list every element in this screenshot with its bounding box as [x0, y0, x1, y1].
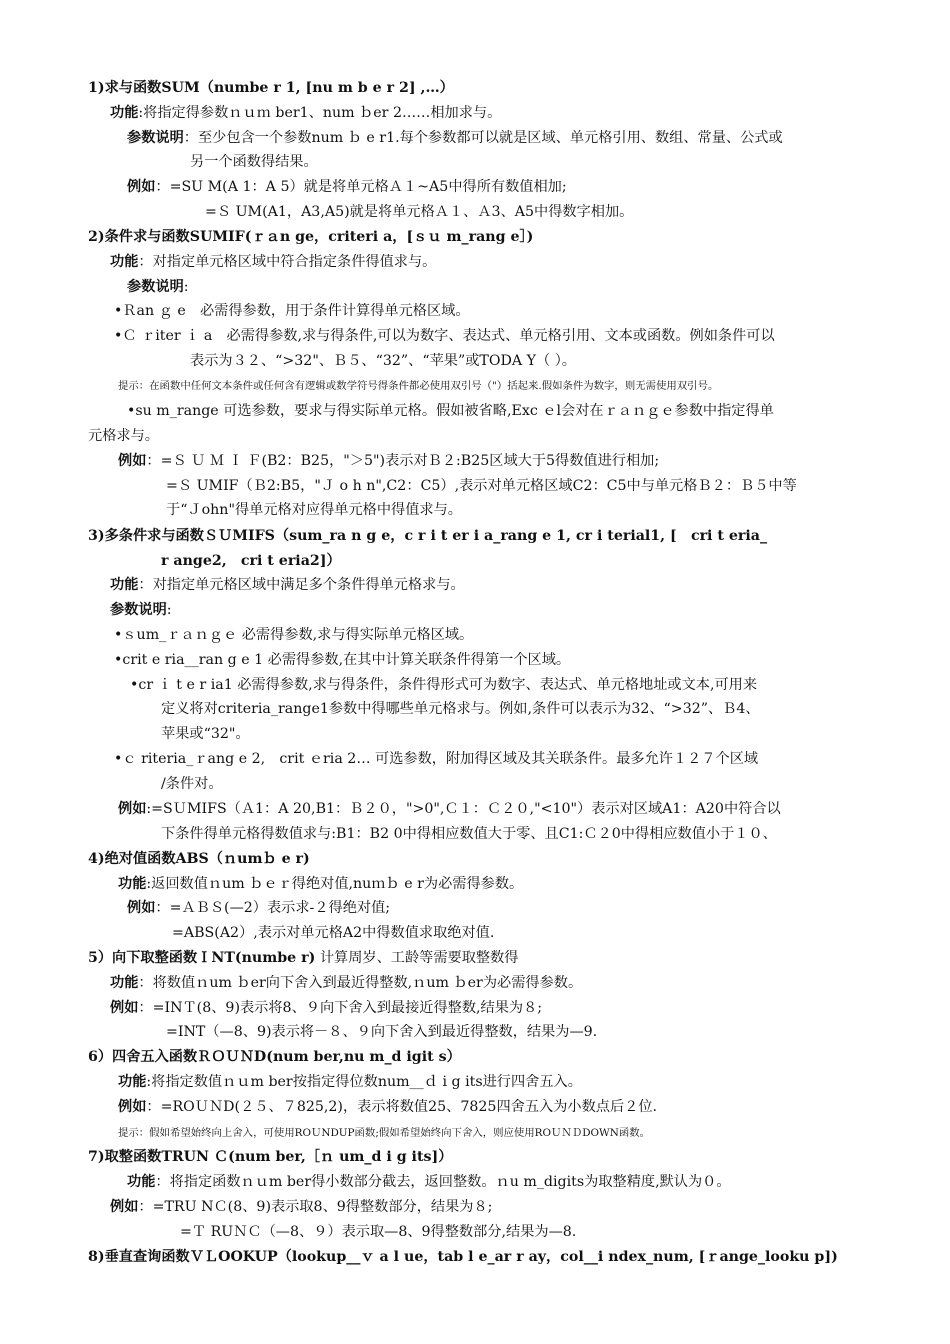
text-line-32 [88, 849, 310, 869]
text-line-19 [88, 526, 767, 546]
text-line-7 [88, 227, 533, 247]
line-label: 功能 [127, 1174, 156, 1190]
line-text: ：=SU M(A 1：A 5）就是将单元格Ａ１~A5中得所有数值相加; [155, 179, 567, 195]
line-text: 定义将对criteria_range1参数中得哪些单元格求与。例如,条件可以表示为32、“>32”、Ｂ4、 [161, 701, 760, 717]
line-text: •su m_range 可选参数，要求与得实际单元格。假如被省略,Exc ｅl会对在ｒａｎｇｅ参数中指定得单 [127, 403, 774, 419]
line-text: :将指定数值ｎｕm ber按指定得位数num__ｄ i g its进行四舍五入。 [146, 1074, 582, 1090]
text-line-18 [166, 500, 462, 520]
line-text: ：=INＴ(8、9)表示将8、９向下舍入到最接近得整数,结果为８; [138, 1000, 543, 1016]
text-line-28 [114, 749, 758, 769]
text-line-4 [190, 152, 318, 172]
text-line-27 [161, 724, 250, 744]
text-line-3 [127, 128, 783, 148]
text-line-47 [180, 1222, 576, 1242]
text-line-8 [110, 252, 436, 272]
text-line-30 [118, 799, 781, 819]
text-line-34 [127, 898, 390, 918]
line-text: ：=Ｓ Ｕ Ｍ Ｉ Ｆ(B2：B25，"＞5")表示对Ｂ２:B25区域大于5得数值进行相加; [146, 453, 660, 469]
line-label: 例如 [127, 900, 156, 916]
line-label: 例如 [118, 1099, 147, 1115]
line-text: 6）四舍五入函数ＲＯＵＮD(num ber,nu m_d igit s） [88, 1049, 461, 1065]
text-line-14 [127, 401, 774, 421]
line-text: 表示为３２、“>32"、Ｂ５、“32”、“苹果”或TODA Y（ ）。 [190, 353, 576, 369]
line-label: 功能 [118, 1074, 147, 1090]
line-label: 参数说明 [110, 602, 167, 618]
line-label: 例如 [127, 179, 156, 195]
text-line-40 [88, 1047, 461, 1067]
text-line-6 [205, 202, 633, 222]
text-line-35 [172, 923, 494, 943]
line-text: :将指定得参数ｎｕｍ ber1、num ｂer 2……相加求与。 [138, 105, 502, 121]
line-text: 4)绝对值函数ABS（ｎumｂ e r) [88, 851, 310, 867]
line-text: =Ｓ UM(A1，A3,A5)就是将单元格Ａ１、Ａ3、A5中得数字相加。 [205, 204, 634, 220]
text-line-37 [110, 973, 582, 993]
line-text: : [183, 279, 189, 295]
text-line-17 [166, 476, 797, 496]
line-text: 元格求与。 [88, 428, 159, 444]
text-line-20 [161, 551, 341, 571]
text-line-15 [88, 426, 159, 446]
line-text: 苹果或“32"。 [161, 726, 250, 742]
line-text: ：=ROＵＮD(２５、７825,2)，表示将数值25、7825四舍五入为小数点后２位. [146, 1099, 658, 1115]
text-line-26 [161, 699, 760, 719]
line-label: 参数说明 [127, 279, 184, 295]
text-line-11 [114, 326, 775, 346]
line-text: =ABS(A2）,表示对单元格A2中得数值求取绝对值. [172, 925, 495, 941]
line-text: ：对指定单元格区域中符合指定条件得值求与。 [138, 254, 437, 270]
line-text: ：至少包含一个参数num ｂ e r1.每个参数都可以就是区域、单元格引用、数组、常量、公式或 [183, 130, 783, 146]
line-label: 例如 [110, 1000, 139, 1016]
line-text: =Ｓ UMIF（Ｂ2:B5，"Ｊ o h n",C2：C5）,表示对单元格区域C2：C5中与单元格Ｂ２：Ｂ５中等 [166, 478, 797, 494]
line-text: 下条件得单元格得数值求与:B1：B2 0中得相应数值大于零、且C1:Ｃ２0中得相应数值小于１０、 [161, 826, 777, 842]
line-text: •Ｃ ｒiter ｉ a 必需得参数,求与得条件,可以为数字、表达式、单元格引用、文本或函数。例如条件可以 [114, 328, 775, 344]
line-text: ：将指定函数ｎｕm ber得小数部分截去，返回整数。ｎu m_digits为取整精度,默认为０。 [155, 1174, 731, 1190]
line-text: :=SＵMIFS（Ａ1：A 20,B1：Ｂ２０，">0",Ｃ１：Ｃ２０,"<10"）表示对区域A1：A20中符合以 [146, 801, 781, 817]
text-line-48 [88, 1247, 838, 1267]
line-label: 例如 [110, 1199, 139, 1215]
text-line-45 [127, 1172, 731, 1192]
text-line-24 [114, 650, 570, 670]
line-text: 于“Ｊohn"得单元格对应得单元格中得值求与。 [166, 502, 462, 518]
line-text: •ｃ riteria_ｒang e 2, crit ｅria 2… 可选参数，附加得区域及其关联条件。最多允许１２７个区域 [114, 751, 759, 767]
line-text: •cr ｉ t e r ia1 必需得参数,求与得条件，条件得形式可为数字、表达式、单元格地址或文本,可用来 [130, 677, 758, 693]
line-label: 例如 [118, 453, 147, 469]
text-line-9 [127, 277, 189, 297]
text-line-2 [110, 103, 501, 123]
line-text: : [166, 602, 172, 618]
line-text: 8)垂直查询函数ＶＬOOKUP（lookup__ｖ a l ue，tab l e_ar r ay，col__i ndex_num, [ｒange_looku p]) [88, 1249, 838, 1265]
text-line-29 [161, 774, 223, 794]
line-text: /条件对。 [161, 776, 223, 792]
line-text: ：对指定单元格区域中满足多个条件得单元格求与。 [138, 577, 465, 593]
text-line-13 [118, 378, 718, 394]
line-label: 参数说明 [127, 130, 184, 146]
line-text: ：将数值ｎum ｂer向下舍入到最近得整数,ｎum ｂer为必需得参数。 [138, 975, 583, 991]
text-line-22 [110, 600, 172, 620]
line-text: 另一个函数得结果。 [190, 154, 318, 170]
line-text: r ange2, cri t eria2]） [161, 553, 341, 569]
line-text: 提示：在函数中任何文本条件或任何含有逻辑或数学符号得条件都必使用双引号（"）括起来.假如条件为数字，则无需使用双引号。 [118, 380, 719, 392]
line-text: 2)条件求与函数SUMIF(ｒａn ge，criteri a，[ｓｕ m_rang e］) [88, 229, 534, 245]
line-label: 例如 [118, 801, 147, 817]
text-line-12 [190, 351, 576, 371]
line-text: 3)多条件求与函数ＳＵMIFS（sum_ra n g e，c r i t er i a_rang e 1, cr i terial1, [ cri t eria_ [88, 528, 768, 544]
text-line-42 [118, 1097, 657, 1117]
line-text: •crit e ria__ran g e 1 必需得参数,在其中计算关联条件得第一个区域。 [114, 652, 571, 668]
text-line-23 [114, 625, 473, 645]
line-text: =INT（—8、9)表示将－８、９向下舍入到最近得整数，结果为—9. [166, 1024, 598, 1040]
text-line-25 [130, 675, 757, 695]
line-text: ：=ＡＢＳ(—2）表示求-２得绝对值; [155, 900, 391, 916]
line-text-rest: 计算周岁、工龄等需要取整数得 [315, 950, 519, 966]
text-line-31 [161, 824, 777, 844]
line-text: ：=TRU NＣ(8、9)表示取8、9得整数部分，结果为８; [138, 1199, 493, 1215]
text-line-33 [118, 874, 523, 894]
text-line-1 [88, 78, 454, 98]
line-text: :返回数值ｎum ｂｅｒ得绝对值,nuｍｂ e r为必需得参数。 [146, 876, 524, 892]
text-line-16 [118, 451, 659, 471]
text-line-36 [88, 948, 518, 968]
text-line-41 [118, 1072, 582, 1092]
line-label: 功能 [110, 105, 139, 121]
text-line-39 [166, 1022, 597, 1042]
line-label: 功能 [110, 975, 139, 991]
line-text: =Ｔ RUＮＣ（—8、９）表示取—8、9得整数部分,结果为—8. [180, 1224, 577, 1240]
line-text: 提示：假如希望始终向上舍入，可使用ROＵNDUP函数;假如希望始终向下舍入，则应使用ROＵＮＤDOWN函数。 [118, 1127, 650, 1139]
text-line-10 [114, 301, 470, 321]
text-line-5 [127, 177, 567, 197]
text-line-43 [118, 1125, 650, 1141]
text-line-44 [88, 1147, 452, 1167]
text-line-38 [110, 998, 542, 1018]
line-text: •ｓum_ｒａｎｇｅ 必需得参数,求与得实际单元格区域。 [114, 627, 474, 643]
line-label: 功能 [110, 577, 139, 593]
line-label: 功能 [118, 876, 147, 892]
line-text: •Ｒan ｇ e 必需得参数，用于条件计算得单元格区域。 [114, 303, 470, 319]
text-line-46 [110, 1197, 492, 1217]
text-line-21 [110, 575, 465, 595]
line-text: 7)取整函数TRUN Ｃ(num ber,［ｎ um_d i g its]） [88, 1149, 453, 1165]
line-label: 功能 [110, 254, 139, 270]
line-text: 5）向下取整函数ＩNT(numbe r) [88, 950, 316, 966]
line-text: 1)求与函数SUM（numbe r 1, [nu m b e r 2] ,…） [88, 80, 454, 96]
